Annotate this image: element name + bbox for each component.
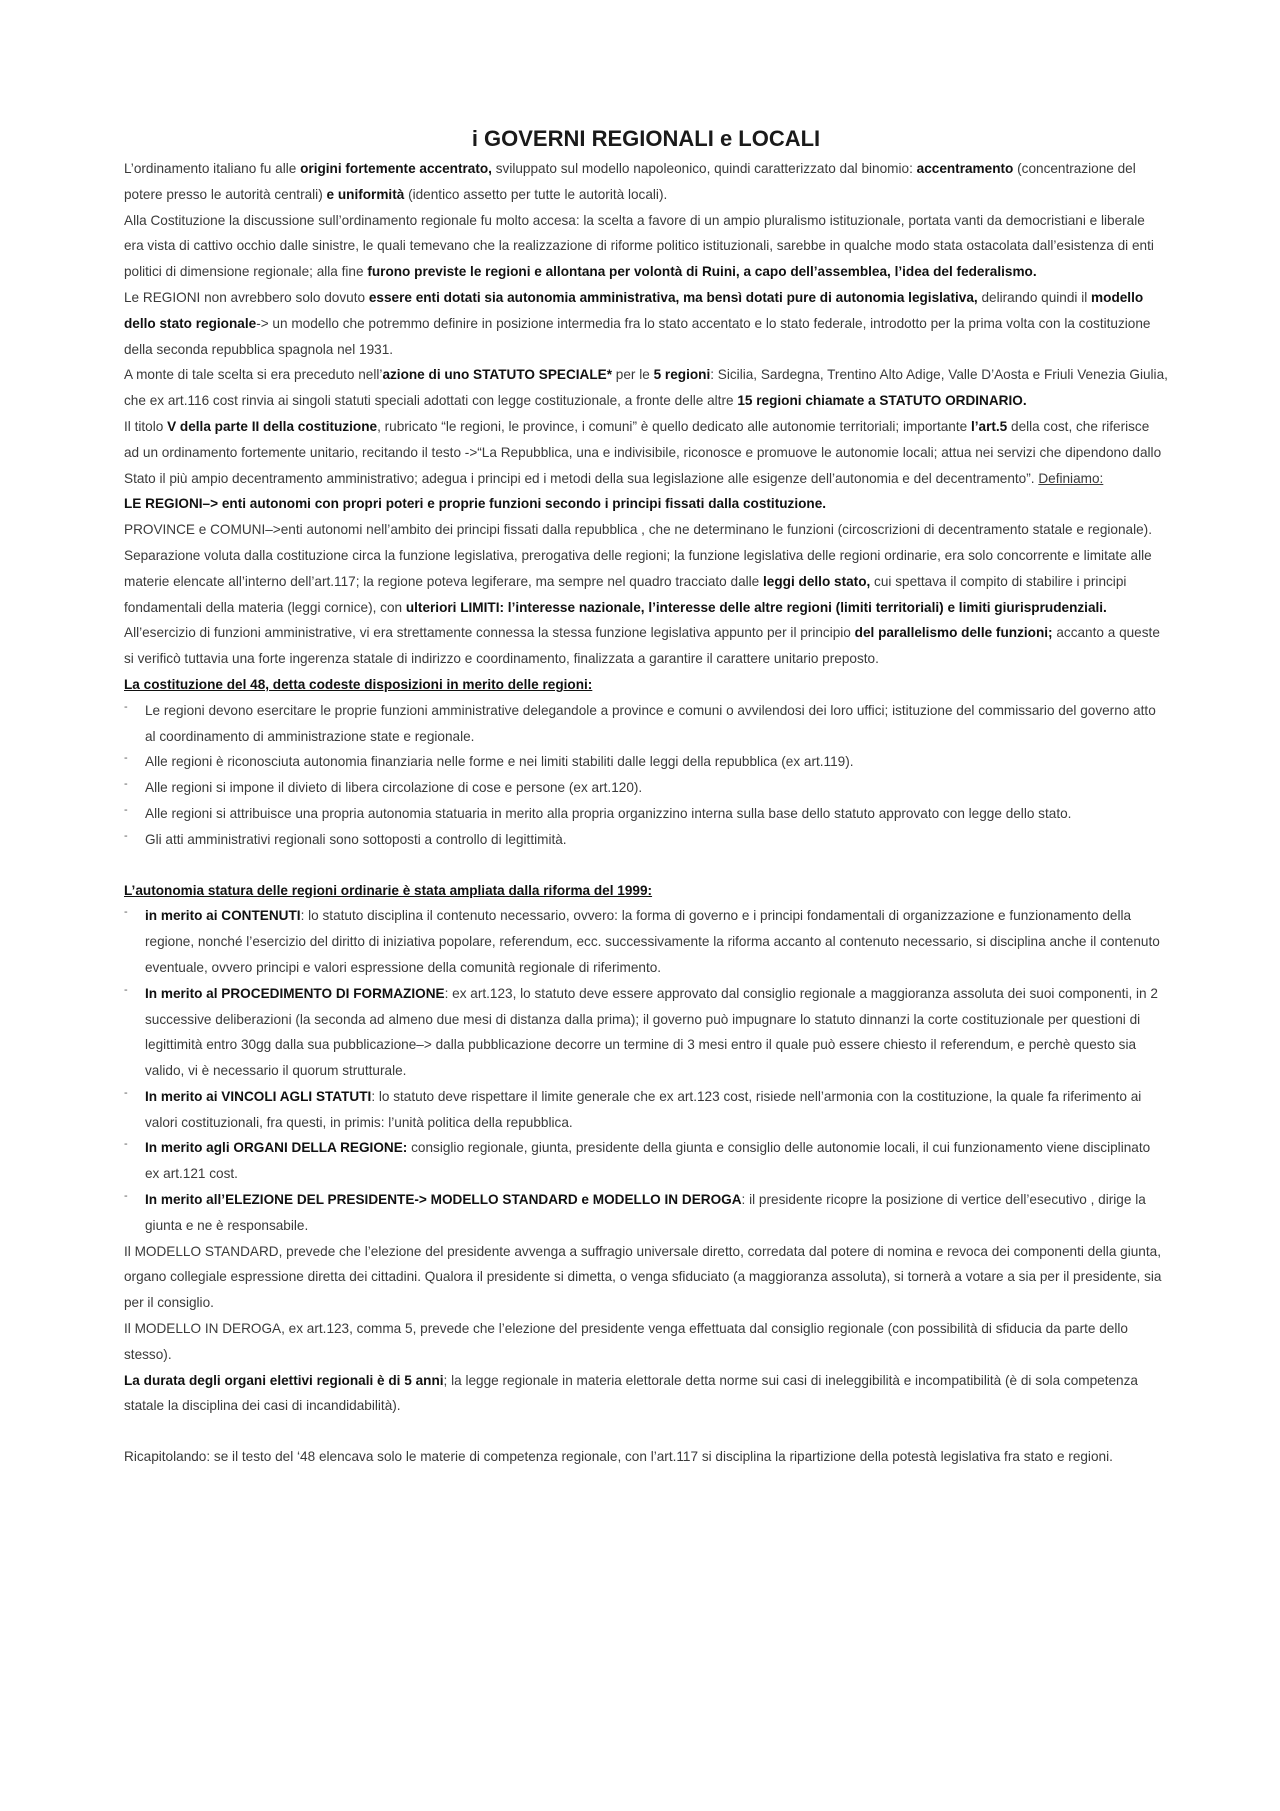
list-item: - In merito al PROCEDIMENTO DI FORMAZIONE: ex art.123, lo statuto deve essere approvato dal consiglio regionale a maggioranza assoluta dei suoi componenti, in 2 successive deliberazioni (la seconda ad almeno due mesi di distanza dalla prima); il governo può impugnare lo statuto dinnanzi la corte costituzionale per questioni di legittimità entro 30gg dalla sua pubblicazione–> dalla pubblicazione decorre un termine di 3 mesi entro il quale può essere chiesto il referendum, e perchè questo sia valido, vi è necessario il quorum strutturale. [145,981,1168,1084]
paragraph-definizione-regioni: LE REGIONI–> enti autonomi con propri poteri e proprie funzioni secondo i principi fissati dalla costituzione. [124,496,827,512]
section-heading-riforma-1999: L’autonomia statura delle regioni ordinarie è stata ampliata dalla riforma del 1999: [124,882,653,898]
section-heading-costituzione-48: La costituzione del 48, detta codeste disposizioni in merito delle regioni: [124,676,593,692]
list-item: - in merito ai CONTENUTI: lo statuto disciplina il contenuto necessario, ovvero: la forma di governo e i principi fondamentali di organizzazione e funzionamento della regione, nonché l’esercizio del diritto di iniziativa popolare, referendum, ecc. successivamente la riforma accanto al contenuto necessario, si disciplina anche il contenuto eventuale, ovvero principi e valori espressione della comunità regionale di riferimento. [145,903,1168,980]
list-item: - Alle regioni si impone il divieto di libera circolazione di cose e persone (ex art.120). [145,775,1168,801]
paragraph-province-comuni: PROVINCE e COMUNI–>enti autonomi nell’ambito dei principi fissati dalla repubblica , che ne determinano le funzioni (circoscrizioni di decentramento statale e regionale). [124,522,1152,538]
list-item: - Alle regioni è riconosciuta autonomia finanziaria nelle forme e nei limiti stabiliti dalle leggi della repubblica (ex art.119). [145,749,1168,775]
paragraph-durata-organi: La durata degli organi elettivi regionali è di 5 anni; la legge regionale in materia elettorale detta norme sui casi di ineleggibilità e incompatibilità (è di sola competenza statale la disciplina dei casi di incandidabilità). [124,1372,1138,1414]
list-disposizioni [124,698,1168,853]
paragraph-modello-deroga: Il MODELLO IN DEROGA, ex art.123, comma 5, prevede che l’elezione del presidente venga effettuata dal consiglio regionale (con possibilità di sfiducia da parte dello stesso). [124,1321,1128,1362]
paragraph-ordinamento: L’ordinamento italiano fu alle origini fortemente accentrato, sviluppato sul modello napoleonico, quindi caratterizzato dal binomio: accentramento (concentrazione del potere presso le autorità centrali) e uniformità (identico assetto per tutte le autorità locali). [124,161,1136,202]
paragraph-costituzione: Alla Costituzione la discussione sull’ordinamento regionale fu molto accesa: la scelta a favore di un ampio pluralismo istituzionale, portata vanti da democristiani e liberale era vista di cattivo occhio dalle sinistre, le quali temevano che la realizzazione di riforme politico istituzionali, sarebbe in qualche modo stata ostacolata dall’esistenza di enti politici di dimensione regionale; alla fine furono previste le regioni e allontana per volontà di Ruini, a capo dell’assemblea, l’idea del federalismo. [124,212,1154,280]
list-item: - Le regioni devono esercitare le proprie funzioni amministrative delegandole a province e comuni o avvilendosi dei loro uffici; istituzione del commissario del governo atto al coordinamento di amministrazione state e regionale. [145,698,1168,750]
list-item: - In merito all’ELEZIONE DEL PRESIDENTE-> MODELLO STANDARD e MODELLO IN DEROGA: il presidente ricopre la posizione di vertice dell’esecutivo , dirige la giunta e ne è responsabile. [145,1187,1168,1239]
paragraph-titolo-v: Il titolo V della parte II della costituzione, rubricato “le regioni, le province, i comuni” è quello dedicato alle autonomie territoriali; importante l’art.5 della cost, che riferisce ad un ordinamento fortemente unitario, recitando il testo ->“La Repubblica, una e indivisibile, riconosce e promuove le autonomie locali; attua nei servizi che dipendono dallo Stato il più ampio decentramento amministrativo; adegua i principi ed i metodi della sua legislazione alle esigenze dell’autonomia e del decentramento”. Definiamo: [124,418,1162,486]
page-title: i GOVERNI REGIONALI e LOCALI [471,126,821,151]
paragraph-statuto-speciale: A monte di tale scelta si era preceduto nell’azione di uno STATUTO SPECIALE* per le 5 regioni: Sicilia, Sardegna, Trentino Alto Adige, Valle D’Aosta e Friuli Venezia Giulia, che ex art.116 cost rinvia ai singoli statuti speciali adottati con legge costituzionale, a fronte delle altre 15 regioni chiamate a STATUTO ORDINARIO. [124,367,1168,409]
list-item: - Alle regioni si attribuisce una propria autonomia statuaria in merito alla propria organizzino interna sulla base dello statuto approvato con legge dello stato. [145,801,1168,827]
list-riforma [124,903,1168,1238]
paragraph-modello-standard: Il MODELLO STANDARD, prevede che l’elezione del presidente avvenga a suffragio universale diretto, corredata dal potere di nomina e revoca dei componenti della giunta, organo collegiale espressione diretta dei cittadini. Qualora il presidente si dimetta, o venga sfiduciato (a maggioranza assoluta), si tornerà a votare a sia per il presidente, sia per il consiglio. [124,1243,1162,1311]
list-item: - In merito agli ORGANI DELLA REGIONE: consiglio regionale, giunta, presidente della giunta e consiglio delle autonomie locali, il cui funzionamento viene disciplinato ex art.121 cost. [145,1135,1168,1187]
paragraph-regioni: Le REGIONI non avrebbero solo dovuto essere enti dotati sia autonomia amministrativa, ma bensì dotati pure di autonomia legislativa, delirando quindi il modello dello stato regionale-> un modello che potremmo definire in posizione intermedia fra lo stato accentato e lo stato federale, introdotto per la prima volta con la costituzione della seconda repubblica spagnola nel 1931. [124,289,1151,357]
spacer [124,1419,1168,1444]
document-body [124,156,1168,1470]
paragraph-ricapitolando: Ricapitolando: se il testo del ‘48 elencava solo le materie di competenza regionale, con l’art.117 si disciplina la ripartizione della potestà legislativa fra stato e regioni. [124,1449,1113,1465]
paragraph-funzione-legislativa: Separazione voluta dalla costituzione circa la funzione legislativa, prerogativa delle regioni; la funzione legislativa delle regioni ordinarie, era solo concorrente e limitate alle materie elencate all’interno dell’art.117; la regione poteva legiferare, ma sempre nel quadro tracciato dalle leggi dello stato, cui spettava il compito di stabilire i principi fondamentali della materia (leggi cornice), con ulteriori LIMITI: l’interesse nazionale, l’interesse delle altre regioni (limiti territoriali) e limiti giurisprudenziali. [124,547,1152,615]
list-item: - In merito ai VINCOLI AGLI STATUTI: lo statuto deve rispettare il limite generale che ex art.123 cost, risiede nell’armonia con la costituzione, la quale fa riferimento ai valori costituzionali, fra questi, in primis: l’unità politica della repubblica. [145,1084,1168,1136]
list-item: - Gli atti amministrativi regionali sono sottoposti a controllo di legittimità. [145,827,1168,853]
spacer [124,853,1168,878]
paragraph-funzioni-amministrative: All’esercizio di funzioni amministrative, vi era strettamente connessa la stessa funzione legislativa appunto per il principio del parallelismo delle funzioni; accanto a queste si verificò tuttavia una forte ingerenza statale di indirizzo e coordinamento, finalizzata a garantire il carattere unitario preposto. [124,625,1160,667]
